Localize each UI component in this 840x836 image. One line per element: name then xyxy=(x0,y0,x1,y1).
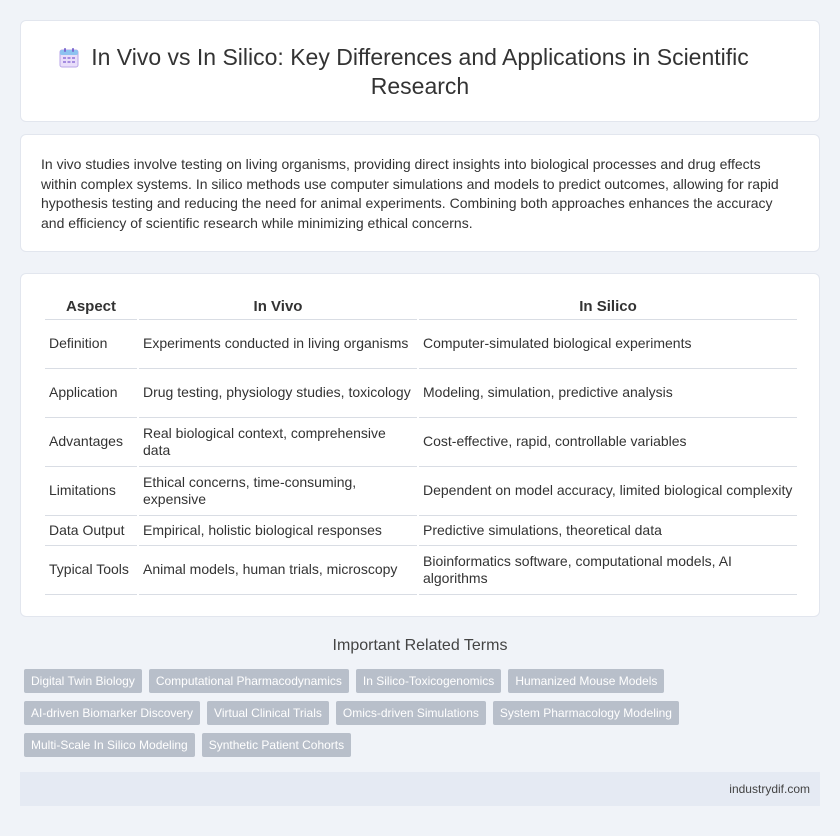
comparison-table xyxy=(43,294,799,595)
related-term-tag[interactable]: In Silico-Toxicogenomics xyxy=(356,669,501,693)
intro-paragraph: In vivo studies involve testing on living organisms, providing direct insights into biological processes and drug effects within complex systems. In silico methods use computer simulations and models to predict outcomes, allowing for rapid hypothesis testing and reducing the need for animal experiments. Combining both approaches enhances the accuracy and efficiency of scientific research while minimizing ethical concerns. xyxy=(41,156,779,231)
table-row xyxy=(45,369,797,418)
row-aspect: Application xyxy=(45,369,137,418)
related-term-tag[interactable]: Virtual Clinical Trials xyxy=(207,701,329,725)
related-term-tag[interactable]: Multi-Scale In Silico Modeling xyxy=(24,733,195,757)
row-in-vivo: Real biological context, comprehensive data xyxy=(139,418,417,467)
table-row xyxy=(45,320,797,369)
header-in-silico: In Silico xyxy=(419,294,797,320)
page-title: In Vivo vs In Silico: Key Differences and Applications in Scientific Research xyxy=(91,44,749,99)
row-in-vivo: Empirical, holistic biological responses xyxy=(139,516,417,546)
related-terms-title: Important Related Terms xyxy=(332,637,508,654)
table-row xyxy=(45,516,797,546)
header-in-vivo: In Vivo xyxy=(139,294,417,320)
row-aspect: Definition xyxy=(45,320,137,369)
related-term-tag[interactable]: Computational Pharmacodynamics xyxy=(149,669,349,693)
table-row xyxy=(45,418,797,467)
related-term-tag[interactable]: System Pharmacology Modeling xyxy=(493,701,679,725)
header-card xyxy=(20,20,820,122)
row-in-silico: Modeling, simulation, predictive analysis xyxy=(419,369,797,418)
footer xyxy=(20,772,820,806)
row-in-vivo: Experiments conducted in living organisms xyxy=(139,320,417,369)
table-row xyxy=(45,546,797,595)
comparison-table-card xyxy=(20,273,820,617)
row-in-silico: Predictive simulations, theoretical data xyxy=(419,516,797,546)
row-aspect: Typical Tools xyxy=(45,546,137,595)
table-row xyxy=(45,467,797,516)
related-term-tag[interactable]: Synthetic Patient Cohorts xyxy=(202,733,351,757)
row-aspect: Limitations xyxy=(45,467,137,516)
header-aspect: Aspect xyxy=(45,294,137,320)
row-in-silico: Bioinformatics software, computational models, AI algorithms xyxy=(419,546,797,595)
row-aspect: Advantages xyxy=(45,418,137,467)
related-term-tag[interactable]: AI-driven Biomarker Discovery xyxy=(24,701,200,725)
row-in-vivo: Drug testing, physiology studies, toxicology xyxy=(139,369,417,418)
row-aspect: Data Output xyxy=(45,516,137,546)
row-in-vivo: Ethical concerns, time-consuming, expensive xyxy=(139,467,417,516)
table-header-row xyxy=(45,294,797,320)
row-in-silico: Computer-simulated biological experiments xyxy=(419,320,797,369)
intro-card xyxy=(20,134,820,252)
related-term-tag[interactable]: Omics-driven Simulations xyxy=(336,701,486,725)
footer-site-link[interactable]: industrydif.com xyxy=(729,782,810,796)
row-in-vivo: Animal models, human trials, microscopy xyxy=(139,546,417,595)
related-term-tag[interactable]: Humanized Mouse Models xyxy=(508,669,664,693)
row-in-silico: Cost-effective, rapid, controllable variables xyxy=(419,418,797,467)
related-term-tag[interactable]: Digital Twin Biology xyxy=(24,669,142,693)
related-terms-tags xyxy=(24,669,814,765)
row-in-silico: Dependent on model accuracy, limited biological complexity xyxy=(419,467,797,516)
